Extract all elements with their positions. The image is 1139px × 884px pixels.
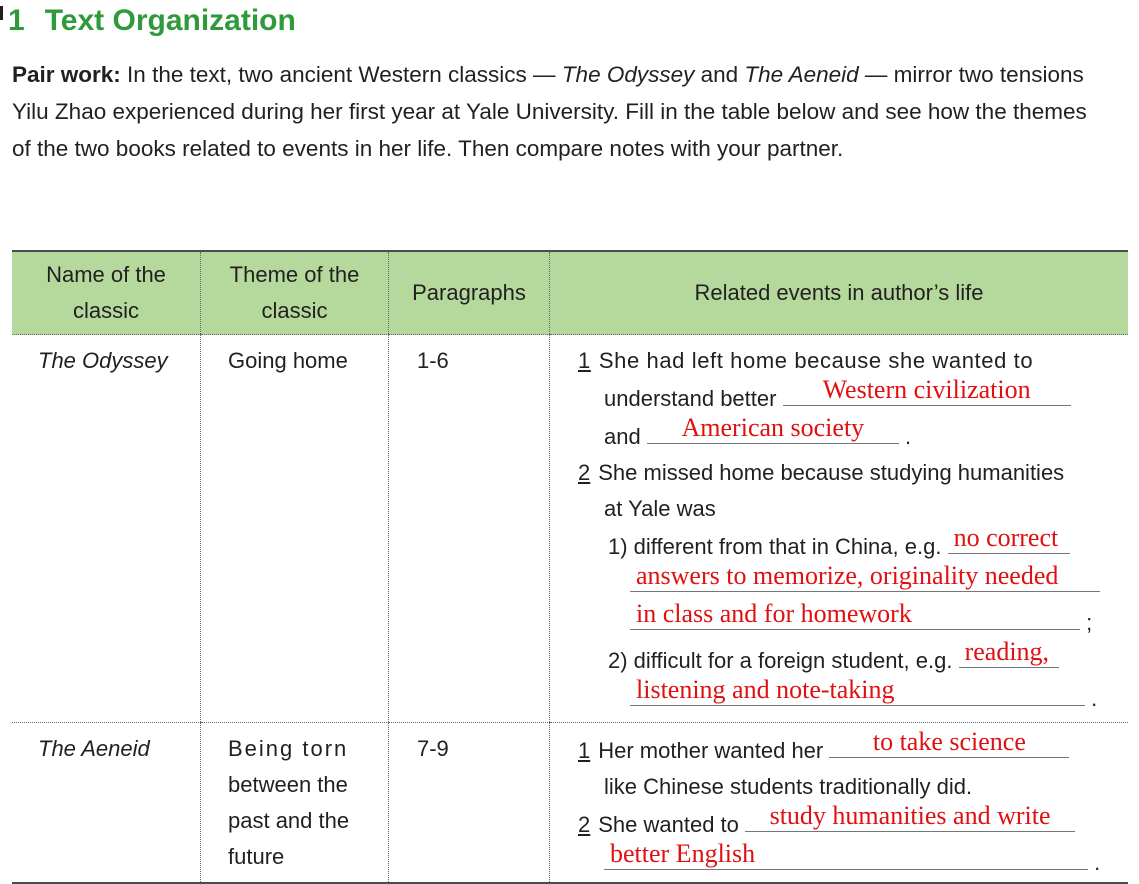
instructions-text: — mirror two tensions Yilu Zhao experienced during her first year at Yale University. Fill in the table below and see how the themes of the two books related to events in her life. Then compare notes with your partner.: [12, 62, 1087, 161]
section-heading: [8, 4, 296, 38]
instructions-text: In the text, two ancient Western classics —: [120, 62, 562, 87]
answer-text: American society: [681, 413, 865, 442]
instructions: [12, 56, 1102, 167]
answer-text: Western civilization: [822, 375, 1031, 404]
event-text: and: [604, 424, 641, 449]
header-paragraphs: Paragraphs: [389, 251, 550, 335]
theme-line: future: [228, 844, 285, 869]
book-title-aeneid: The Aeneid: [744, 62, 859, 87]
answer-blank[interactable]: [647, 413, 899, 444]
event-text: She had left home because she wanted to: [598, 348, 1034, 373]
section-title: Text Organization: [44, 4, 296, 37]
theme-line: Being torn: [228, 736, 349, 761]
answer-text: in class and for homework: [636, 599, 912, 628]
answer-blank[interactable]: [948, 523, 1070, 554]
classic-name: The Aeneid: [12, 723, 201, 884]
section-number: 1: [8, 4, 25, 37]
answer-blank[interactable]: [959, 637, 1059, 668]
instructions-text: and: [694, 62, 745, 87]
answer-blank[interactable]: [630, 675, 1085, 706]
answer-blank[interactable]: [630, 599, 1080, 630]
instructions-lead: Pair work:: [12, 62, 121, 87]
theme-line: past and the: [228, 808, 350, 833]
answer-text: study humanities and write: [769, 801, 1051, 830]
paragraphs: 7-9: [389, 723, 550, 884]
classic-name: The Odyssey: [12, 335, 201, 723]
header-events: Related events in author’s life: [550, 251, 1129, 335]
punctuation: .: [1094, 850, 1101, 875]
punctuation: ;: [1086, 610, 1093, 635]
answer-blank[interactable]: [829, 727, 1069, 758]
table-header-row: [12, 251, 1128, 335]
event-text: like Chinese students traditionally did.: [604, 774, 973, 799]
related-events: [550, 335, 1129, 723]
event-text: She missed home because studying humanities: [598, 460, 1065, 485]
answer-blank[interactable]: [630, 561, 1100, 592]
book-title-odyssey: The Odyssey: [561, 62, 695, 87]
answer-text: no correct: [953, 523, 1059, 552]
sub-item-text: 2) difficult for a foreign student, e.g.: [608, 648, 953, 673]
related-events: [550, 723, 1129, 884]
answer-blank[interactable]: [783, 375, 1071, 406]
answer-text: reading,: [964, 637, 1050, 666]
event-text: She wanted to: [598, 812, 739, 837]
answer-text: better English: [610, 839, 756, 868]
event-number: 1: [578, 348, 591, 373]
answer-text: to take science: [872, 727, 1026, 756]
margin-mark: [0, 6, 3, 20]
punctuation: .: [1091, 686, 1098, 711]
theme-line: between the: [228, 772, 348, 797]
event-text: understand better: [604, 386, 777, 411]
classic-theme: Going home: [201, 335, 389, 723]
header-theme: Theme of the classic: [201, 251, 389, 335]
event-number: 2: [578, 812, 591, 837]
event-text: at Yale was: [604, 496, 716, 521]
answer-text: answers to memorize, originality needed: [636, 561, 1059, 590]
answer-blank[interactable]: [604, 839, 1088, 870]
punctuation: .: [904, 424, 912, 449]
answer-blank[interactable]: [745, 801, 1075, 832]
sub-item-text: 1) different from that in China, e.g.: [608, 534, 942, 559]
event-number: 2: [578, 460, 591, 485]
paragraphs: 1-6: [389, 335, 550, 723]
classic-theme: [201, 723, 389, 884]
answer-text: listening and note-taking: [636, 675, 895, 704]
table-row: [12, 723, 1128, 884]
event-text: Her mother wanted her: [598, 738, 824, 763]
table-row: [12, 335, 1128, 723]
event-number: 1: [578, 738, 591, 763]
header-name: Name of the classic: [12, 251, 201, 335]
text-organization-table: [12, 250, 1128, 884]
